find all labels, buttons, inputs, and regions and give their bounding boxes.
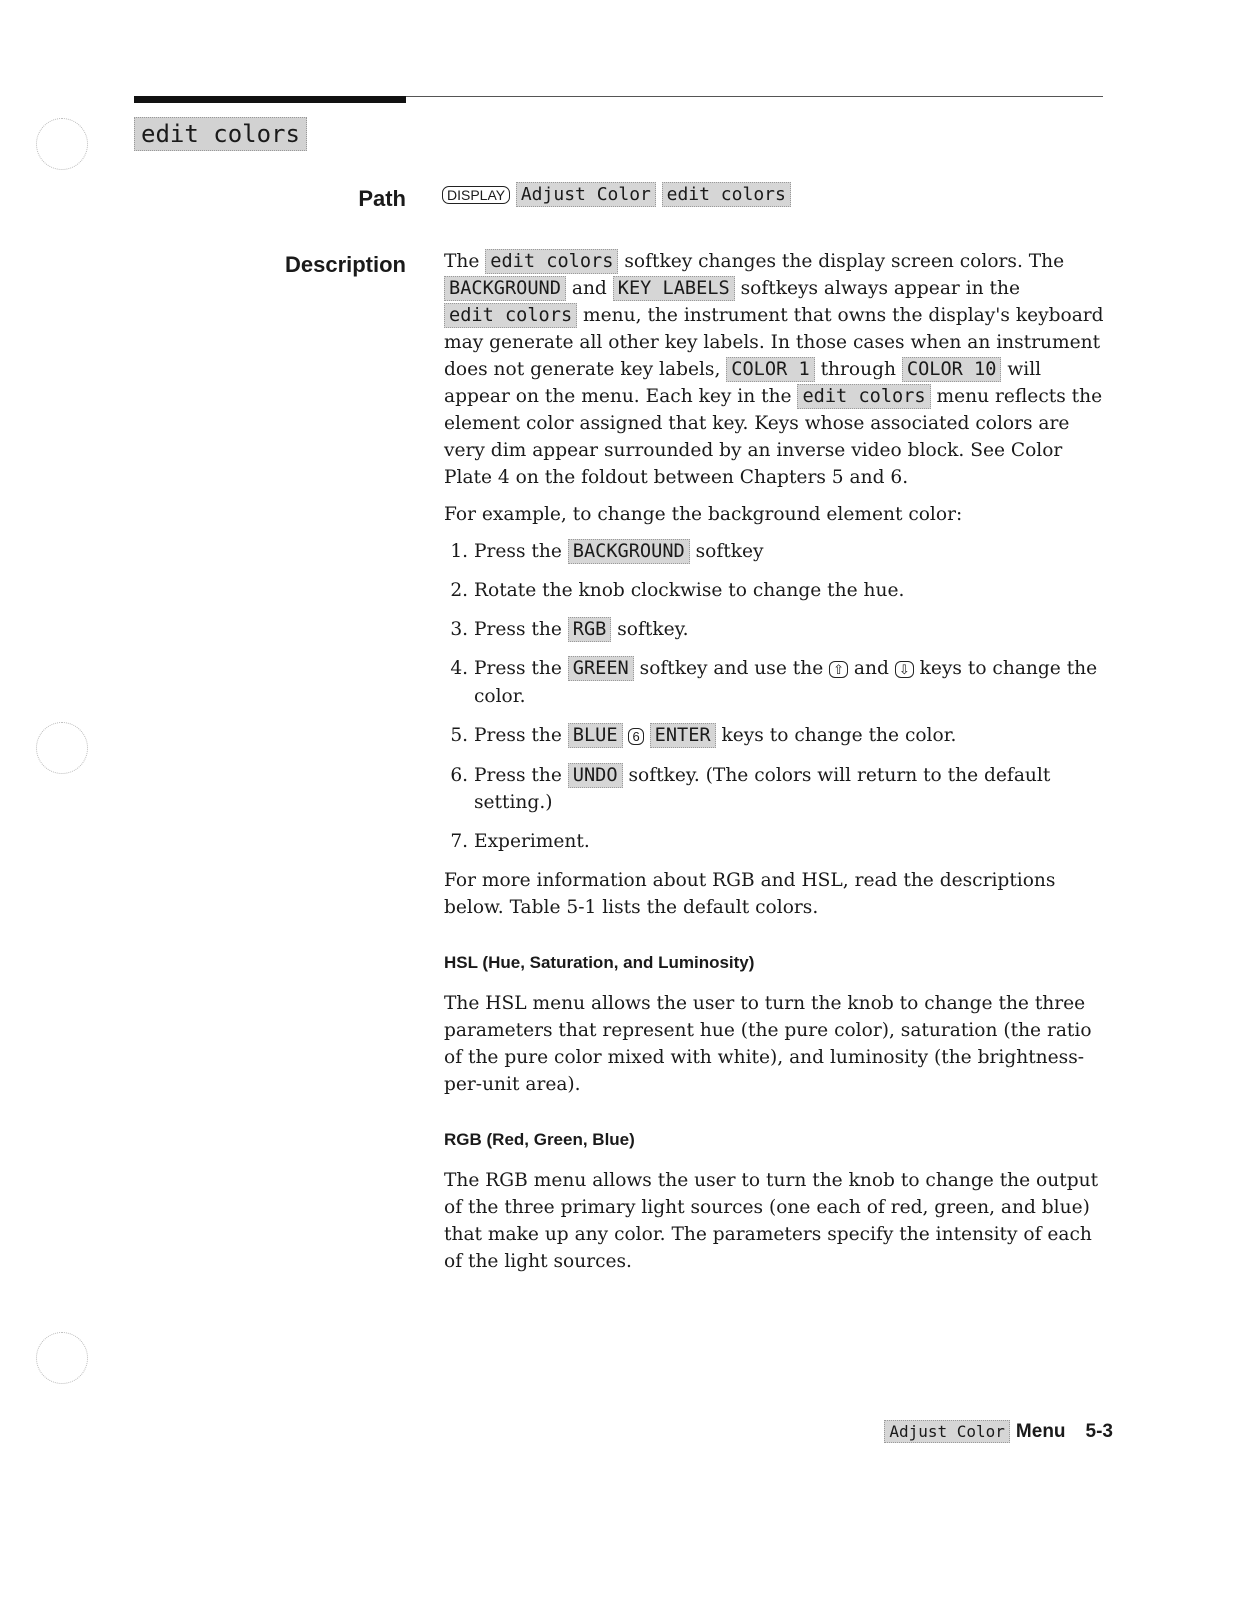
binder-hole-middle [36, 722, 88, 774]
edit-colors-softkey: edit colors [485, 249, 618, 274]
rgb-softkey: RGB [568, 617, 612, 642]
blue-softkey: BLUE [568, 723, 623, 748]
color-10-softkey: COLOR 10 [902, 357, 1002, 382]
color-1-softkey: COLOR 1 [726, 357, 814, 382]
description-paragraph-3: For more information about RGB and HSL, read the descriptions below. Table 5-1 lists the default colors. [444, 870, 1056, 918]
description-label: Description [284, 252, 406, 277]
path-sequence [442, 184, 791, 205]
list-item: 5. Press the BLUE 6 ENTER keys to change the color. [474, 722, 1104, 750]
footer-menu-label: Menu [1015, 1421, 1066, 1442]
path-label: Path [358, 186, 406, 211]
description-paragraph-2: For example, to change the background element color: [444, 504, 963, 525]
rgb-heading: RGB (Red, Green, Blue) [444, 1130, 635, 1149]
steps-list [444, 538, 1104, 855]
list-item: 7. Experiment. [474, 828, 1104, 855]
display-hardkey: DISPLAY [442, 186, 510, 204]
header-rule-thin [406, 96, 1103, 97]
description-body [444, 248, 1104, 1285]
list-item: 3. Press the RGB softkey. [474, 616, 1104, 643]
page-number: 5-3 [1085, 1421, 1113, 1442]
down-arrow-icon: ⇩ [895, 661, 914, 678]
page-footer [884, 1420, 1113, 1443]
list-item: 2. Rotate the knob clockwise to change the hue. [474, 577, 1104, 604]
undo-softkey: UNDO [568, 763, 623, 788]
description-paragraph-1: The edit colors softkey changes the display screen colors. The BACKGROUND and KEY LABELS softkeys always appear in the edit colors menu, the instrument that owns the display's keyboard may generate all other key labels. In those cases when an instrument does not generate key labels, COLOR 1 through COLOR 10 will appear on the menu. Each key in the edit colors menu reflects the element color assigned that key. Keys whose associated colors are very dim appear surrounded by an inverse video block. See Color Plate 4 on the foldout between Chapters 5 and 6. [444, 251, 1104, 488]
background-softkey: BACKGROUND [444, 276, 566, 301]
list-item: 1. Press the BACKGROUND softkey [474, 538, 1104, 565]
edit-colors-softkey: edit colors [662, 182, 791, 207]
list-item: 6. Press the UNDO softkey. (The colors will return to the default setting.) [474, 762, 1104, 816]
green-softkey: GREEN [568, 656, 634, 681]
enter-softkey: ENTER [650, 723, 716, 748]
hsl-heading: HSL (Hue, Saturation, and Luminosity) [444, 953, 755, 972]
six-hardkey: 6 [628, 728, 643, 745]
up-arrow-icon: ⇧ [829, 661, 848, 678]
edit-colors-softkey: edit colors [797, 384, 930, 409]
rgb-paragraph: The RGB menu allows the user to turn the knob to change the output of the three primary light sources (one each of red, green, and blue) that make up any color. The parameters specify the intensity of each of the light sources. [444, 1170, 1099, 1272]
binder-hole-top [36, 118, 88, 170]
hsl-paragraph: The HSL menu allows the user to turn the knob to change the three parameters that represent hue (the pure color), saturation (the ratio of the pure color mixed with white), and luminosity (the brightness-per-unit area). [444, 993, 1092, 1095]
adjust-color-softkey: Adjust Color [516, 182, 656, 207]
list-item: 4. Press the GREEN softkey and use the ⇧ and ⇩ keys to change the color. [474, 655, 1104, 710]
background-softkey: BACKGROUND [568, 539, 690, 564]
adjust-color-softkey: Adjust Color [884, 1420, 1010, 1443]
header-rule-thick [134, 96, 406, 103]
key-labels-softkey: KEY LABELS [613, 276, 735, 301]
edit-colors-softkey: edit colors [444, 303, 577, 328]
binder-hole-bottom [36, 1332, 88, 1384]
menu-title: edit colors [134, 117, 307, 151]
